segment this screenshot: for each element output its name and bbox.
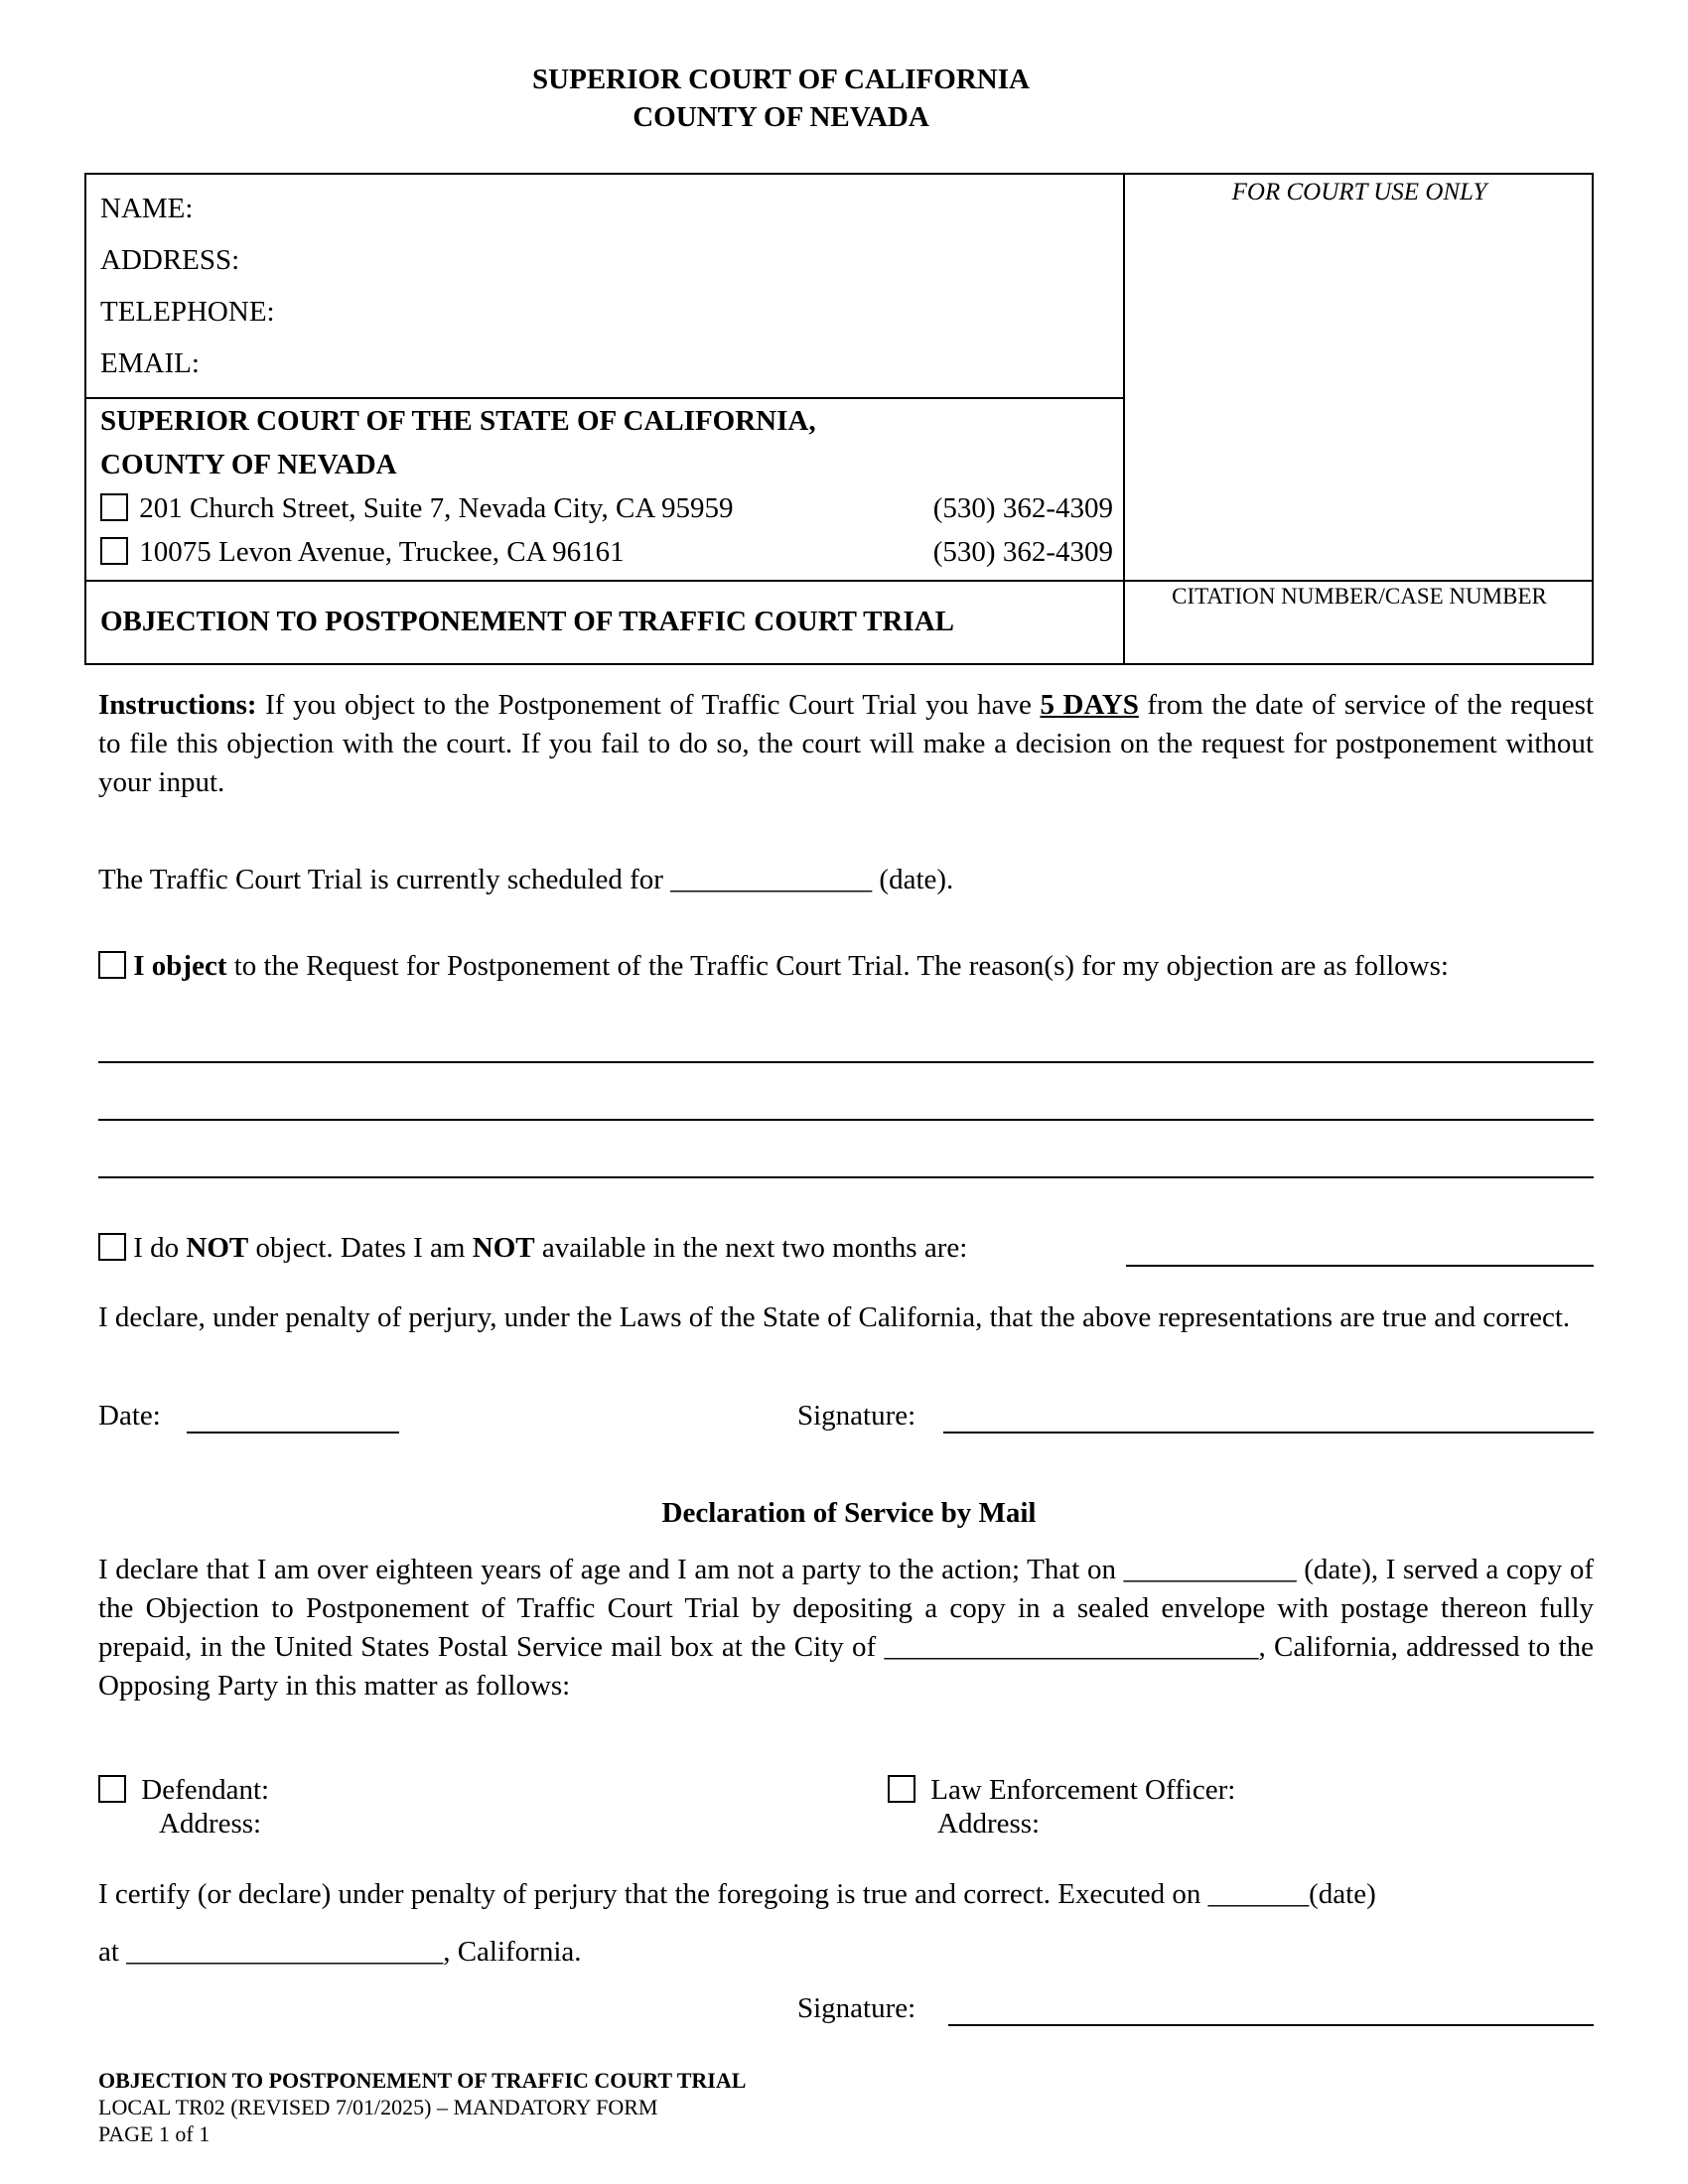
scheduled-line (98, 861, 953, 899)
instructions-text1: If you object to the Postponement of Traffic Court Trial you have (256, 689, 1041, 721)
footer-title: OBJECTION TO POSTPONEMENT OF TRAFFIC COURT TRIAL (98, 2068, 747, 2093)
scheduled-text: The Traffic Court Trial is currently scheduled for (98, 864, 663, 895)
object-text: to the Request for Postponement of the Traffic Court Trial. The reason(s) for my objection are as follows: (226, 950, 1449, 982)
location-nevada-city-phone: (530) 362-4309 (932, 492, 1113, 524)
service-p1: I declare that I am over eighteen years of age and I am not a party to the action; That on (98, 1554, 1116, 1585)
object-paragraph (98, 947, 1594, 986)
service-paragraph (98, 1551, 1594, 1706)
certify-place-blank[interactable]: ______________________ (126, 1936, 444, 1968)
certify-at: at (98, 1936, 119, 1968)
officer-address-label: Address: (937, 1808, 1041, 1840)
location-truckee[interactable] (100, 536, 1113, 569)
defendant-address-label: Address: (159, 1808, 262, 1840)
location-truckee-address: 10075 Levon Avenue, Truckee, CA 96161 (139, 536, 625, 568)
service-p2: (date), I served a copy of the Objection to Postponement of Traffic Court Trial by depositing a copy in a sealed envelope with postage thereon fully prepaid, in the United States Postal Service mail box at the City of (98, 1554, 1595, 1663)
unavailable-dates-line[interactable] (1126, 1265, 1594, 1267)
location-nevada-city-checkbox[interactable] (100, 493, 128, 521)
location-nevada-city-address: 201 Church Street, Suite 7, Nevada City, CA 95959 (139, 492, 734, 524)
date-line[interactable] (187, 1432, 399, 1433)
instructions (98, 686, 1594, 802)
date-label: Date: (98, 1400, 161, 1432)
not-object-checkbox[interactable] (98, 1233, 126, 1261)
not-object-pre: I do (133, 1232, 187, 1264)
object-checkbox[interactable] (98, 951, 126, 979)
court-header-line2: COUNTY OF NEVADA (633, 101, 929, 133)
citation-label: CITATION NUMBER/CASE NUMBER (1172, 584, 1547, 609)
telephone-label: TELEPHONE: (100, 296, 275, 328)
certify-date-blank[interactable]: _______ (1207, 1878, 1310, 1910)
not-object-post: available in the next two months are: (534, 1232, 968, 1264)
footer-page: PAGE 1 of 1 (98, 2121, 211, 2146)
footer-form-id: LOCAL TR02 (REVISED 7/01/2025) – MANDATORY FORM (98, 2095, 658, 2119)
service-city-blank[interactable]: __________________________ (884, 1631, 1259, 1663)
officer-checkbox[interactable] (888, 1775, 915, 1803)
service-signature-line[interactable] (948, 2024, 1594, 2026)
certify-line (98, 1875, 1376, 1914)
certify-california: , California. (443, 1936, 582, 1968)
declaration: I declare, under penalty of perjury, under the Laws of the State of California, that the above representations are true and correct. (98, 1301, 1571, 1333)
caption-table (84, 173, 1594, 665)
officer-label: Law Enforcement Officer: (930, 1774, 1236, 1806)
court-use-label: FOR COURT USE ONLY (1231, 179, 1487, 205)
service-signature-label: Signature: (797, 1992, 916, 2024)
service-title: Declaration of Service by Mail (661, 1497, 1037, 1529)
name-label: NAME: (100, 193, 194, 224)
reason-line-1[interactable] (98, 1061, 1594, 1063)
email-label: EMAIL: (100, 347, 200, 379)
service-date-blank[interactable]: ____________ (1123, 1554, 1297, 1585)
not-object-paragraph (98, 1229, 967, 1268)
court-header-line1: SUPERIOR COURT OF CALIFORNIA (532, 64, 1030, 95)
scheduled-date-blank[interactable]: ______________ (670, 864, 873, 895)
caption-rule-title (86, 580, 1594, 582)
instructions-days: 5 DAYS (1040, 689, 1139, 721)
reason-line-2[interactable] (98, 1119, 1594, 1121)
not-object-not1: NOT (186, 1232, 249, 1264)
scheduled-suffix: (date). (879, 864, 954, 895)
reason-line-3[interactable] (98, 1176, 1594, 1178)
instructions-text2: from the date of service of the request to file this objection with the court. If you fail to do so, the court will make a decision on the request for postponement without your input. (98, 689, 1595, 798)
not-object-mid: object. Dates I am (248, 1232, 473, 1264)
form-title: OBJECTION TO POSTPONEMENT OF TRAFFIC COURT TRIAL (100, 606, 955, 637)
defendant-checkbox[interactable] (98, 1775, 126, 1803)
defendant-label: Defendant: (141, 1774, 270, 1806)
signature-label: Signature: (797, 1400, 916, 1432)
not-object-not2: NOT (472, 1232, 535, 1264)
instructions-label: Instructions: (98, 689, 257, 721)
court-name-line1: SUPERIOR COURT OF THE STATE OF CALIFORNIA, (100, 405, 816, 437)
address-label: ADDRESS: (100, 244, 240, 276)
location-truckee-checkbox[interactable] (100, 537, 128, 565)
service-p3: , California, addressed to the Opposing Party in this matter as follows: (98, 1631, 1595, 1702)
object-bold: I object (133, 950, 227, 982)
court-name-line2: COUNTY OF NEVADA (100, 449, 397, 480)
certify-text: I certify (or declare) under penalty of perjury that the foregoing is true and correct. Executed on (98, 1878, 1201, 1910)
certify-suffix: (date) (1309, 1878, 1376, 1910)
location-nevada-city[interactable] (100, 492, 1113, 525)
location-truckee-phone: (530) 362-4309 (932, 536, 1113, 568)
signature-line[interactable] (943, 1432, 1594, 1433)
caption-rule-party (86, 397, 1123, 399)
certify-at-line (98, 1933, 582, 1972)
